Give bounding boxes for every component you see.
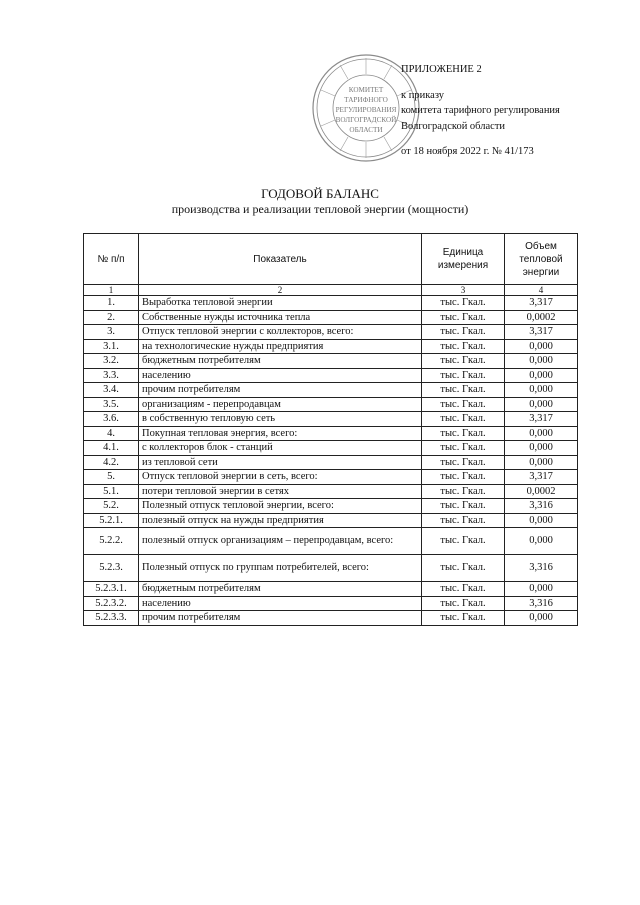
row-unit: тыс. Гкал. (422, 325, 505, 340)
row-unit: тыс. Гкал. (422, 296, 505, 311)
row-indicator: бюджетным потребителям (139, 354, 422, 369)
row-value: 0,000 (505, 528, 578, 555)
row-value: 0,000 (505, 383, 578, 398)
index-cell: 2 (139, 285, 422, 296)
row-indicator: бюджетным потребителям (139, 582, 422, 597)
row-number: 5.2.2. (84, 528, 139, 555)
table-row (84, 441, 578, 456)
row-value: 3,316 (505, 499, 578, 514)
document-subtitle: производства и реализации тепловой энергии (мощности) (171, 202, 469, 216)
appendix-label: ПРИЛОЖЕНИЕ 2 (401, 64, 482, 75)
appendix-block (401, 62, 560, 160)
row-unit: тыс. Гкал. (422, 499, 505, 514)
row-indicator: Отпуск тепловой энергии в сеть, всего: (139, 470, 422, 485)
row-value: 0,0002 (505, 484, 578, 499)
row-indicator: полезный отпуск на нужды предприятия (139, 513, 422, 528)
row-number: 5.2.3.3. (84, 611, 139, 626)
row-unit: тыс. Гкал. (422, 528, 505, 555)
row-unit: тыс. Гкал. (422, 412, 505, 427)
row-value: 3,317 (505, 296, 578, 311)
table-row (84, 296, 578, 311)
row-number: 5.2.1. (84, 513, 139, 528)
row-indicator: в собственную тепловую сеть (139, 412, 422, 427)
table-row (84, 339, 578, 354)
table-row (84, 455, 578, 470)
row-indicator: прочим потребителям (139, 611, 422, 626)
row-value: 3,317 (505, 470, 578, 485)
row-indicator: населению (139, 368, 422, 383)
document-title: ГОДОВОЙ БАЛАНС (261, 186, 379, 201)
row-unit: тыс. Гкал. (422, 555, 505, 582)
row-unit: тыс. Гкал. (422, 426, 505, 441)
row-unit: тыс. Гкал. (422, 484, 505, 499)
row-unit: тыс. Гкал. (422, 470, 505, 485)
row-number: 3.3. (84, 368, 139, 383)
table-row (84, 426, 578, 441)
row-number: 2. (84, 310, 139, 325)
row-value: 0,000 (505, 611, 578, 626)
row-number: 5.2.3.1. (84, 582, 139, 597)
row-value: 0,000 (505, 368, 578, 383)
row-value: 0,000 (505, 339, 578, 354)
row-value: 3,317 (505, 412, 578, 427)
row-unit: тыс. Гкал. (422, 611, 505, 626)
index-cell: 4 (505, 285, 578, 296)
table-row (84, 555, 578, 582)
row-number: 3.5. (84, 397, 139, 412)
row-indicator: организациям - перепродавцам (139, 397, 422, 412)
table-row (84, 513, 578, 528)
row-number: 5. (84, 470, 139, 485)
row-value: 0,000 (505, 426, 578, 441)
appendix-committee: комитета тарифного регулирования (401, 105, 560, 116)
row-value: 0,0002 (505, 310, 578, 325)
table-row (84, 397, 578, 412)
row-number: 1. (84, 296, 139, 311)
row-unit: тыс. Гкал. (422, 441, 505, 456)
table-row (84, 470, 578, 485)
appendix-region: Волгоградской области (401, 120, 506, 132)
row-unit: тыс. Гкал. (422, 513, 505, 528)
row-indicator: Отпуск тепловой энергии с коллекторов, всего: (139, 325, 422, 340)
row-unit: тыс. Гкал. (422, 368, 505, 383)
row-number: 5.2.3. (84, 555, 139, 582)
index-cell: 1 (84, 285, 139, 296)
table-row (84, 368, 578, 383)
header-name: Показатель (139, 234, 422, 285)
appendix-date: от 18 ноября 2022 г. № 41/173 (401, 146, 534, 157)
row-value: 0,000 (505, 441, 578, 456)
row-value: 0,000 (505, 513, 578, 528)
row-number: 3. (84, 325, 139, 340)
table-row (84, 611, 578, 626)
row-number: 3.4. (84, 383, 139, 398)
row-indicator: полезный отпуск организациям – перепродавцам, всего: (139, 528, 422, 555)
row-number: 5.2.3.2. (84, 596, 139, 611)
row-unit: тыс. Гкал. (422, 383, 505, 398)
row-number: 4. (84, 426, 139, 441)
table-row (84, 310, 578, 325)
header-unit: Единица измерения (422, 234, 505, 285)
index-cell: 3 (422, 285, 505, 296)
row-value: 3,316 (505, 596, 578, 611)
row-number: 4.1. (84, 441, 139, 456)
row-value: 3,317 (505, 325, 578, 340)
header-value: Объем тепловой энергии (505, 234, 578, 285)
table-row (84, 383, 578, 398)
header-num: № п/п (84, 234, 139, 285)
row-unit: тыс. Гкал. (422, 354, 505, 369)
row-indicator: Собственные нужды источника тепла (139, 310, 422, 325)
appendix-order-ref: к приказу (401, 89, 444, 101)
row-indicator: населению (139, 596, 422, 611)
svg-text:ВОЛГОГРАДСКОЙ: ВОЛГОГРАДСКОЙ (335, 116, 397, 124)
table-header-row (84, 234, 578, 285)
row-indicator: с коллекторов блок - станций (139, 441, 422, 456)
row-indicator: Выработка тепловой энергии (139, 296, 422, 311)
table-row (84, 412, 578, 427)
row-number: 5.2. (84, 499, 139, 514)
svg-text:ОБЛАСТИ: ОБЛАСТИ (349, 126, 383, 134)
row-value: 3,316 (505, 555, 578, 582)
row-indicator: Полезный отпуск по группам потребителей, всего: (139, 555, 422, 582)
svg-text:РЕГУЛИРОВАНИЯ: РЕГУЛИРОВАНИЯ (335, 106, 397, 114)
table-index-row (84, 285, 578, 296)
row-number: 4.2. (84, 455, 139, 470)
row-unit: тыс. Гкал. (422, 582, 505, 597)
row-number: 3.2. (84, 354, 139, 369)
table-row (84, 528, 578, 555)
row-unit: тыс. Гкал. (422, 596, 505, 611)
row-number: 5.1. (84, 484, 139, 499)
table-row (84, 499, 578, 514)
row-indicator: потери тепловой энергии в сетях (139, 484, 422, 499)
table-row (84, 582, 578, 597)
row-indicator: на технологические нужды предприятия (139, 339, 422, 354)
row-unit: тыс. Гкал. (422, 397, 505, 412)
row-indicator: Покупная тепловая энергия, всего: (139, 426, 422, 441)
row-indicator: из тепловой сети (139, 455, 422, 470)
table-row (84, 325, 578, 340)
row-value: 0,000 (505, 455, 578, 470)
svg-text:ТАРИФНОГО: ТАРИФНОГО (344, 96, 388, 104)
row-unit: тыс. Гкал. (422, 455, 505, 470)
row-number: 3.1. (84, 339, 139, 354)
row-number: 3.6. (84, 412, 139, 427)
row-value: 0,000 (505, 354, 578, 369)
svg-text:КОМИТЕТ: КОМИТЕТ (348, 86, 384, 94)
row-value: 0,000 (505, 582, 578, 597)
table-row (84, 484, 578, 499)
row-unit: тыс. Гкал. (422, 310, 505, 325)
row-unit: тыс. Гкал. (422, 339, 505, 354)
table-row (84, 596, 578, 611)
table-row (84, 354, 578, 369)
row-indicator: прочим потребителям (139, 383, 422, 398)
row-indicator: Полезный отпуск тепловой энергии, всего: (139, 499, 422, 514)
balance-table (83, 233, 578, 626)
row-value: 0,000 (505, 397, 578, 412)
